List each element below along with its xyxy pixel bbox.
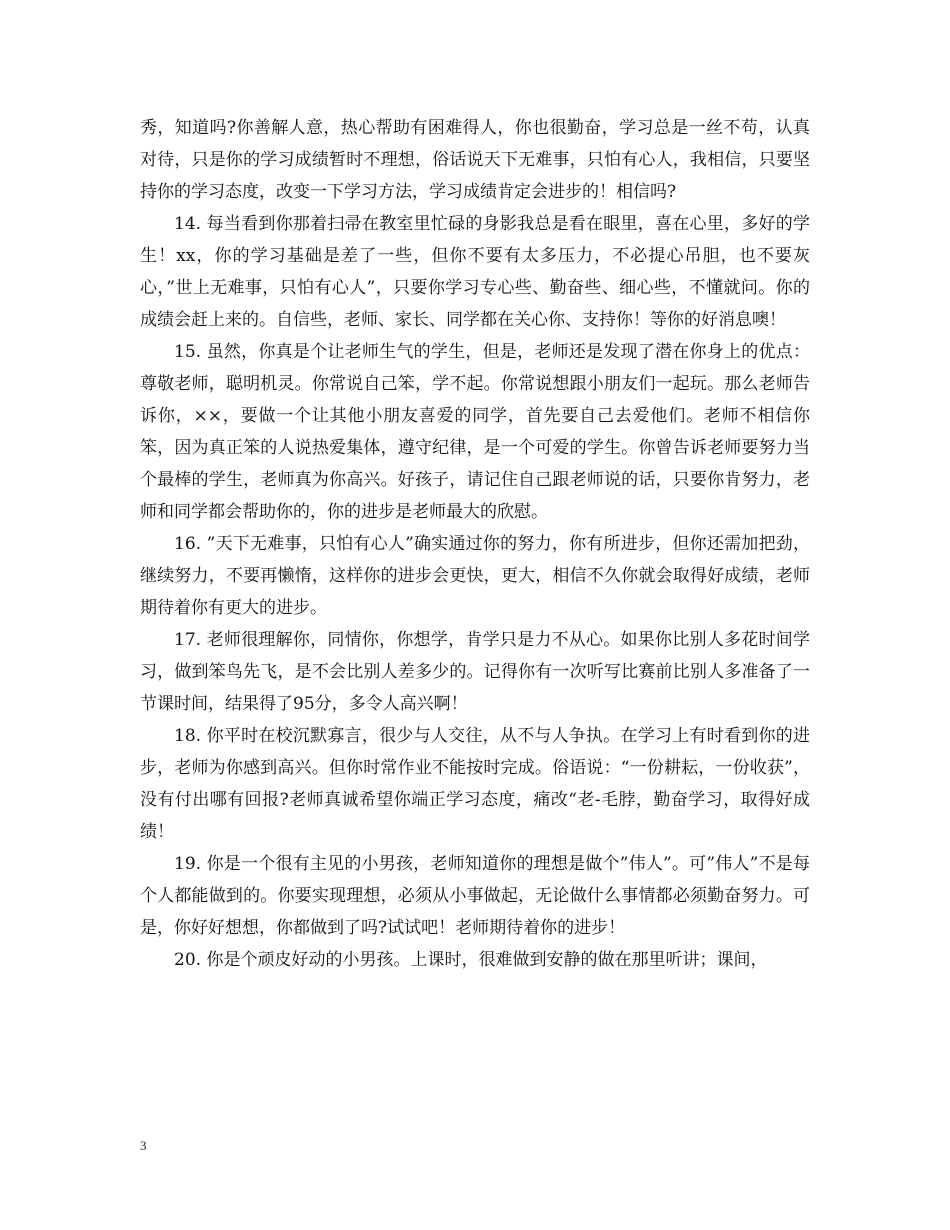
body-text — [140, 112, 810, 976]
paragraph-15: 15. 虽然，你真是个让老师生气的学生，但是，老师还是发现了潜在你身上的优点：尊敬老师，聪明机灵。你常说自己笨，学不起。你常说想跟小朋友们一起玩。那么老师告诉你，××，要做一个让其他小朋友喜爱的同学，首先要自己去爱他们。老师不相信你笨，因为真正笨的人说热爱集体，遵守纪律，是一个可爱的学生。你曾告诉老师要努力当个最棒的学生，老师真为你高兴。好孩子，请记住自己跟老师说的话，只要你肯努力，老师和同学都会帮助你的，你的进步是老师最大的欣慰。 — [140, 342, 810, 522]
paragraph-20: 20. 你是个顽皮好动的小男孩。上课时，很难做到安静的做在那里听讲；课间， — [174, 950, 768, 970]
paragraph-16: 16. ”天下无难事，只怕有心人”确实通过你的努力，你有所进步，但你还需加把劲，继续努力，不要再懒惰，这样你的进步会更快，更大，相信不久你就会取得好成绩，老师期待着你有更大的进步。 — [140, 534, 810, 618]
paragraph-17: 17. 老师很理解你，同情你，你想学，肯学只是力不从心。如果你比别人多花时间学习，做到笨鸟先飞，是不会比别人差多少的。记得你有一次听写比赛前比别人多准备了一节课时间，结果得了95分，多令人高兴啊！ — [140, 630, 810, 714]
page-number: 3 — [140, 1138, 147, 1153]
paragraph-19: 19. 你是一个很有主见的小男孩，老师知道你的理想是做个”伟人”。可”伟人”不是每个人都能做到的。你要实现理想，必须从小事做起，无论做什么事情都必须勤奋努力。可是，你好好想想，你都做到了吗?试试吧！老师期待着你的进步！ — [140, 854, 810, 938]
paragraph-18: 18. 你平时在校沉默寡言，很少与人交往，从不与人争执。在学习上有时看到你的进步，老师为你感到高兴。但你时常作业不能按时完成。俗语说：“一份耕耘，一份收获”，没有付出哪有回报?老师真诚希望你端正学习态度，痛改“老-毛脖，勤奋学习，取得好成绩！ — [140, 726, 810, 842]
paragraph-continuation: 秀，知道吗?你善解人意，热心帮助有困难得人，你也很勤奋，学习总是一丝不苟，认真对待，只是你的学习成绩暂时不理想，俗话说天下无难事，只怕有心人，我相信，只要坚持你的学习态度，改变一下学习方法，学习成绩肯定会进步的！相信吗? — [140, 118, 810, 202]
paragraph-14: 14. 每当看到你那着扫帚在教室里忙碌的身影我总是看在眼里，喜在心里，多好的学生！xx，你的学习基础是差了一些，但你不要有太多压力，不必提心吊胆，也不要灰心，”世上无难事，只怕有心人”，只要你学习专心些、勤奋些、细心些，不懂就问。你的成绩会赶上来的。自信些，老师、家长、同学都在关心你、支持你！等你的好消息噢！ — [140, 214, 810, 330]
